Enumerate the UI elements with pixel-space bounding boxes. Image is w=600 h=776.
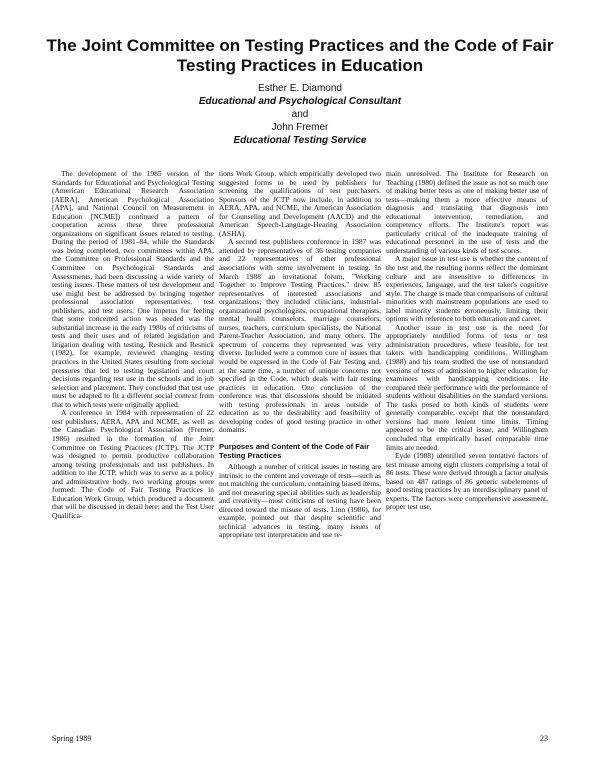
body-paragraph: Eyde (1988) identified seven tentative factors of test misuse among eight clusters comprising a total of 86 tests. These were derived through a factor analysis based on 487 ratings of 86 generic subelements of good testing practices by an interdisciplinary panel of experts. The factors were comprehensive assessment, proper test use,	[386, 451, 548, 512]
author-affiliation: Educational Testing Service	[233, 135, 367, 146]
body-paragraph: Although a number of critical issues in testing are intrinsic to the content and coverage of tests—such as not matching the curriculum, containing biased items, and not measuring special abilities such as leadership and creativity—most criticisms of testing have been directed toward the misuse of tests. Linn (1986), for example, pointed out that despite scientific and technical advances in testing, many issues of appropriate test interpretation and use re-	[219, 461, 381, 540]
body-paragraph: tions Work Group, which empirically developed two suggested forms to be used by publishers for screening the qualifications of test purchasers. Sponsors of the JCTP now include, in addition to AERA, APA, and NCME, the American Association for Counseling and Development (AACD) and the American Speech-Language-Hearing Association (ASHA).	[219, 169, 381, 238]
body-paragraph: Another issue in test use is the need for appropriately modified forms of tests or test administration procedures, where feasible, for test takers with handicapping conditions. Willingham (1988) and his team studied the use of nonstandard versions of tests of admission to higher education for examinees with handicapping conditions. He compared their performance with the performance of students without disabilities on the standard versions. The tasks posed to both kinds of students were generally comparable, except that the nonstandard versions had more lenient time limits. Timing appeared to be the critical issue, and Willingham concluded that empirically based comparable time limits are needed.	[386, 322, 548, 452]
footer-issue: Spring 1989	[52, 734, 92, 743]
body-paragraph: A conference in 1984 with representation of 22 test publishers, AERA, APA and NCME, as well as the Canadian Psychological Association (Fremer, 1986) resulted in the formation of the Joint Committee on Testing Practices (JCTP). The JCTP was designed to permit productive collaboration among testing professionals and test publishers. In addition to the JCTP, which was to serve as a policy and administrative body, two working groups were formed: The Code of Fair Testing Practices in Education Work Group, which produced a document that will be discussed in detail here; and the Test User Qualifica-	[52, 408, 214, 520]
text-column-1	[52, 170, 214, 520]
body-paragraph: A major issue in test use is whether the content of the test and the resulting norms reflect the dominant culture and are insensitive to differences in experiences, language, and the test taker's cognitive style. The charge is made that comparisons of cultural minorities with mainstream populations are used to label minority students erroneously, limiting their options with reference to both education and career.	[386, 254, 548, 324]
byline	[40, 82, 560, 147]
body-paragraph: The development of the 1985 version of the Standards for Educational and Psychological Testing (American Educational Research Association [AERA], American Psychological Association [APA], and National Council on Measurement in Education [NCME]) continued a pattern of cooperation across these three professional organizations on significant issues related to testing. During the period of 1981–84, while the Standards was being completed, two committees within APA, the Committee on Professional Standards and the Committee on Psychological Standards and Assessments, had been discussing a wide variety of testing issues. These matters of test development and use might best be addressed by bringing together professional association representatives, test publishers, and test users. One impetus for feeling that some concerted action was needed was the substantial increase in the early 1980s of criticisms of tests and their uses and of related legislation and litigation dealing with testing. Resnick and Resnick (1982), for example, reviewed changing testing practices in the United States resulting from societal pressures that led to testing legislation and court decisions regarding test use in the schools and in job selection and placement. They concluded that test use must be adapted to fit a different social context from that to which tests were originally applied.	[52, 169, 214, 409]
text-column-2	[219, 170, 381, 540]
body-paragraph: A second test publishers conference in 1987 was attended by representatives of 36 testing companies and 22 representatives of other professional associations with some involvement in testing. In March 1988 an invitational forum, "Working Together to Improve Testing Practices," drew 85 representatives of interested associations and organizations; they included clinicians, industrial-organizational psychologists, occupational therapists, mental health counselors, marriage counselors, nurses, teachers, curriculum specialists, the National Parent-Teacher Association, and many others. The spectrum of concerns they represented was very diverse. Included were a common core of issues that would be expressed in the Code of Fair Testing and, at the same time, a number of unique concerns not specified in the Code, which deals with fair testing practices in education. One conclusion of the conference was that discussions should be initiated with testing professionals in areas outside of education as to the desirability and feasibility of developing codes of good testing practice in other domains.	[219, 237, 381, 435]
author-affiliation: Educational and Psychological Consultant	[198, 96, 402, 107]
author-name: John Fremer	[271, 122, 329, 133]
body-paragraph: main unresolved. The Institute for Research on Teaching (1980) defined the issue as not so much one of making better tests as one of making better use of tests—making them a more effective means of diagnosis and translating that diagnosis into educational intervention, remediation, and competency efforts. The Institute's report was particularly critical of the inadequate training of educational personnel in the use of tests and the understanding of various kinds of test scores.	[386, 169, 548, 255]
article-title: The Joint Committee on Testing Practices and the Code of Fair Testing Practices in Education	[46, 36, 554, 75]
page-number: 23	[540, 734, 548, 743]
author-conjunction: and	[291, 109, 309, 120]
author-name: Esther E. Diamond	[258, 83, 342, 94]
section-heading: Purposes and Content of the Code of Fair Testing Practices	[219, 441, 370, 460]
text-column-3	[386, 170, 548, 512]
